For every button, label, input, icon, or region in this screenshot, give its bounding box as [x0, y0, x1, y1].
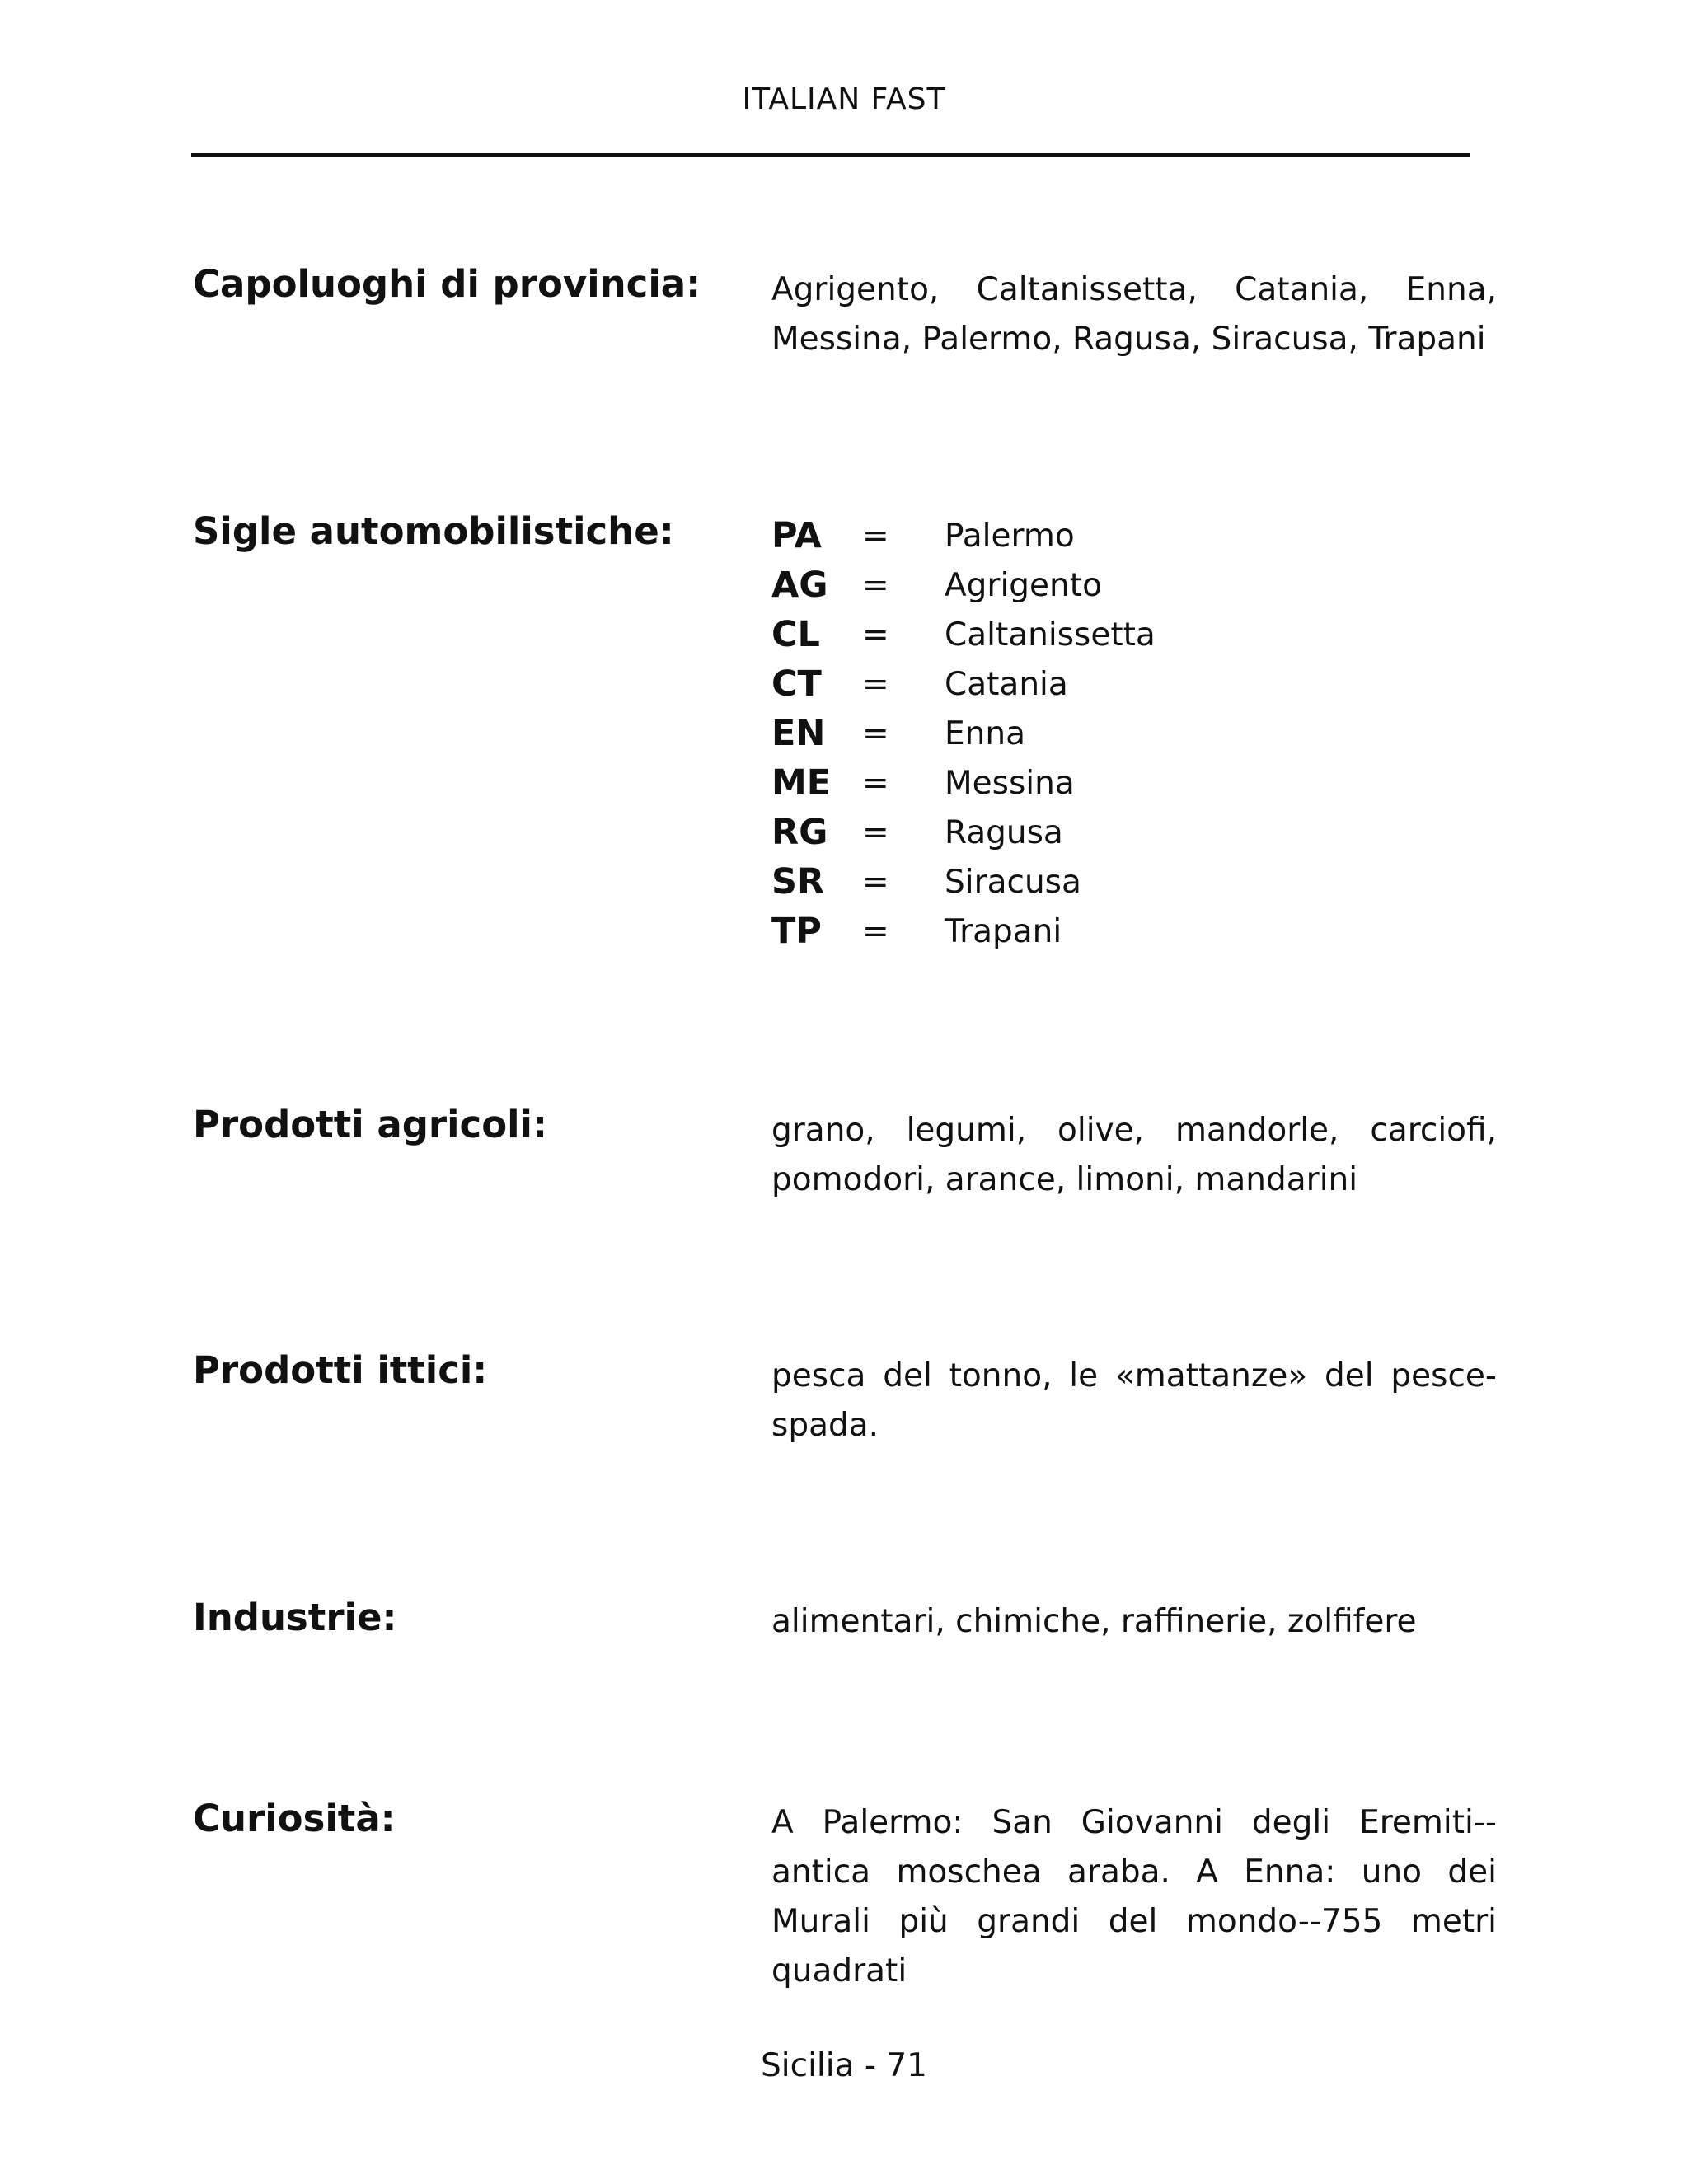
sigla-code: ME	[771, 762, 832, 804]
sigla-row	[771, 808, 1156, 857]
sigla-code: SR	[771, 861, 825, 902]
industrie-value: alimentari, chimiche, raffinerie, zolfifere	[771, 1603, 1417, 1640]
sigla-row	[771, 610, 1156, 659]
header-rule	[191, 153, 1470, 157]
sigla-code: TP	[771, 911, 822, 952]
sigla-code: RG	[771, 812, 828, 853]
sigla-row	[771, 907, 1156, 956]
running-title: ITALIAN FAST	[742, 82, 946, 116]
equals-sign: =	[862, 764, 889, 802]
sigla-row	[771, 511, 1156, 560]
sigla-city: Ragusa	[945, 813, 1063, 851]
sigla-code: CL	[771, 614, 820, 655]
sigla-city: Messina	[945, 764, 1075, 802]
equals-sign: =	[862, 665, 889, 703]
sigla-row	[771, 758, 1156, 808]
equals-sign: =	[862, 566, 889, 604]
equals-sign: =	[862, 912, 889, 950]
sigle-label: Sigle automobilistiche:	[193, 509, 674, 553]
agricoli-value: grano, legumi, olive, mandorle, carciofi, pomodori, arance, limoni, mandarini	[771, 1112, 1497, 1198]
sigla-code: AG	[771, 565, 828, 606]
sigla-city: Caltanissetta	[945, 616, 1156, 654]
industrie-label: Industrie:	[193, 1596, 397, 1639]
equals-sign: =	[862, 517, 889, 555]
page-footer: Sicilia - 71	[761, 2047, 927, 2084]
sigla-city: Trapani	[945, 912, 1062, 950]
curiosita-label: Curiosità:	[193, 1797, 396, 1840]
capoluoghi-label: Capoluoghi di provincia:	[193, 262, 701, 306]
sigla-city: Enna	[945, 715, 1025, 752]
curiosita-value: A Palermo: San Giovanni degli Eremiti--antica moschea araba. A Enna: uno dei Murali più grandi del mondo--755 metri quadrati	[771, 1804, 1497, 1990]
ittici-label: Prodotti ittici:	[193, 1348, 488, 1392]
equals-sign: =	[862, 863, 889, 901]
equals-sign: =	[862, 813, 889, 851]
sigla-code: CT	[771, 663, 822, 705]
sigla-row	[771, 709, 1156, 758]
sigla-city: Catania	[945, 665, 1068, 703]
sigle-list	[771, 511, 1156, 956]
equals-sign: =	[862, 616, 889, 654]
sigla-row	[771, 659, 1156, 709]
agricoli-label: Prodotti agricoli:	[193, 1103, 547, 1146]
ittici-value: pesca del tonno, le «mattanze» del pesce-spada.	[771, 1357, 1497, 1444]
sigla-city: Siracusa	[945, 863, 1081, 901]
sigla-row	[771, 560, 1156, 610]
sigla-code: PA	[771, 515, 822, 556]
capoluoghi-value: Agrigento, Caltanissetta, Catania, Enna, Messina, Palermo, Ragusa, Siracusa, Trapani	[771, 271, 1497, 358]
equals-sign: =	[862, 715, 889, 752]
sigla-code: EN	[771, 713, 826, 754]
sigla-row	[771, 857, 1156, 907]
sigla-city: Palermo	[945, 517, 1075, 555]
sigla-city: Agrigento	[945, 566, 1102, 604]
